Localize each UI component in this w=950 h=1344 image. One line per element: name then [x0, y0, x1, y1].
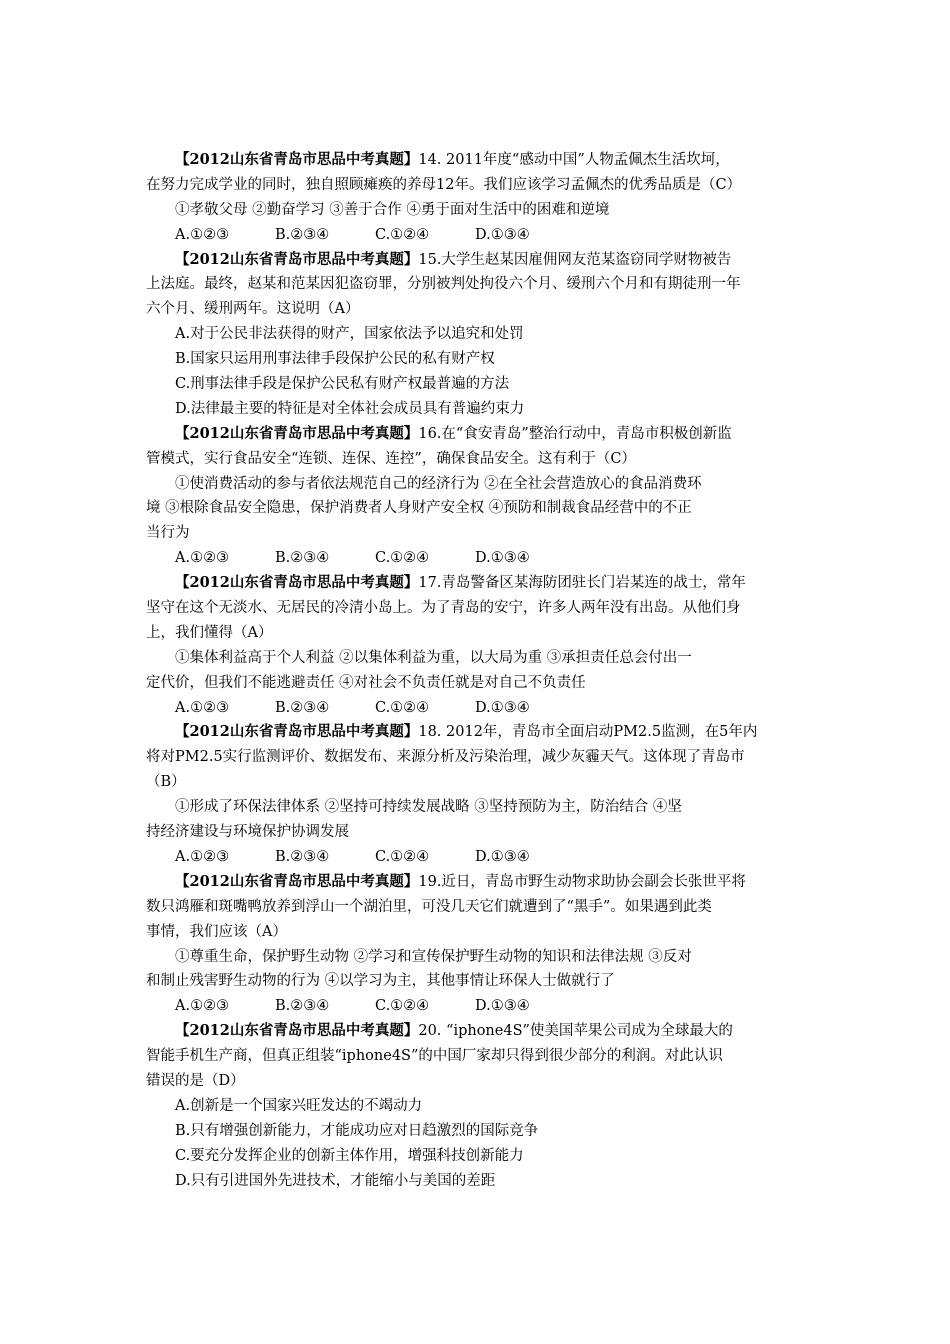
question-text: 智能手机生产商，但真正组装“iphone4S”的中国厂家却只得到很少部分的利润。对此认识 [146, 1048, 723, 1065]
question-tag: 【2012山东省青岛市思品中考真题】 [175, 250, 419, 268]
question-text: 数只鸿雁和斑嘴鸭放养到浮山一个湖泊里，可没几天它们就遭到了“黑手”。如果遇到此类 [146, 898, 712, 915]
statement-line: 定代价，但我们不能逃避责任 ④对社会不负责任就是对自己不负责任 [146, 674, 586, 691]
choice-b: B.②③④ [275, 998, 330, 1015]
choice-d: D.①③④ [475, 848, 530, 865]
question-first-line [146, 1019, 810, 1044]
question-text: 16.在“食安青岛”整治行动中，青岛市积极创新监 [418, 425, 732, 442]
choice-c: C.①②④ [375, 848, 430, 865]
question-text: 20. “iphone4S”使美国苹果公司成为全球最大的 [418, 1023, 733, 1040]
question-14 [146, 148, 810, 248]
question-first-line [146, 571, 810, 596]
question-first-line [146, 422, 810, 447]
question-text: 在努力完成学业的同时，独自照顾瘫痪的养母12年。我们应该学习孟佩杰的优秀品质是（C） [146, 176, 742, 193]
choice-c: C.①②④ [375, 998, 430, 1015]
question-16 [146, 422, 810, 571]
choices-row [146, 845, 810, 870]
question-first-line [146, 248, 810, 273]
choice-a: A.①②③ [175, 848, 230, 865]
option-b: B.只有增强创新能力，才能成功应对日趋激烈的国际竞争 [175, 1122, 539, 1139]
option-d: D.法律最主要的特征是对全体社会成员具有普遍约束力 [175, 400, 525, 417]
question-text: 管模式，实行食品安全“连锁、连保、连控”，确保食品安全。这有利于（C） [146, 450, 636, 467]
question-text: 17.青岛警备区某海防团驻长门岩某连的战士，常年 [418, 575, 746, 592]
question-text: （B） [146, 774, 186, 791]
question-text: 坚守在这个无淡水、无居民的冷清小岛上。为了青岛的安宁，许多人两年没有出岛。从他们身 [146, 600, 741, 617]
choices-row [146, 546, 810, 571]
choice-a: A.①②③ [175, 998, 230, 1015]
question-text: 错误的是（D） [146, 1072, 245, 1089]
statement-line: ①形成了环保法律体系 ②坚持可持续发展战略 ③坚持预防为主，防治结合 ④坚 [175, 799, 682, 816]
option-c: C.要充分发挥企业的创新主体作用，增强科技创新能力 [175, 1147, 524, 1164]
choice-c: C.①②④ [375, 550, 430, 567]
choice-d: D.①③④ [475, 998, 530, 1015]
statement-line: ①尊重生命，保护野生动物 ②学习和宣传保护野生动物的知识和法律法规 ③反对 [175, 948, 692, 965]
choice-b: B.②③④ [275, 550, 330, 567]
option-c: C.刑事法律手段是保护公民私有财产权最普遍的方法 [175, 376, 510, 393]
option-d: D.只有引进国外先进技术，才能缩小与美国的差距 [175, 1172, 496, 1189]
question-first-line [146, 720, 810, 745]
option-a: A.创新是一个国家兴旺发达的不竭动力 [175, 1097, 423, 1114]
question-tag: 【2012山东省青岛市思品中考真题】 [175, 872, 419, 890]
statement-line: 境 ③根除食品安全隐患，保护消费者人身财产安全权 ④预防和制裁食品经营中的不正 [146, 500, 692, 517]
choices-row [146, 223, 810, 248]
question-text: 将对PM2.5实行监测评价、数据发布、来源分析及污染治理，减少灰霾天气。这体现了青岛市 [146, 749, 745, 766]
question-text: 事情，我们应该（A） [146, 923, 287, 940]
statement-line: ①集体利益高于个人利益 ②以集体利益为重，以大局为重 ③承担责任总会付出一 [175, 649, 692, 666]
question-tag: 【2012山东省青岛市思品中考真题】 [175, 723, 419, 741]
choices-row [146, 696, 810, 721]
question-text: 19.近日，青岛市野生动物求助协会副会长张世平将 [418, 873, 746, 890]
choice-d: D.①③④ [475, 699, 530, 716]
choice-c: C.①②④ [375, 699, 430, 716]
statement-line: 和制止残害野生动物的行为 ④以学习为主，其他事情让环保人士做就行了 [146, 973, 615, 990]
question-tag: 【2012山东省青岛市思品中考真题】 [175, 574, 419, 592]
question-text: 六个月、缓刑两年。这说明（A） [146, 301, 360, 318]
statement-line: 持经济建设与环境保护协调发展 [146, 824, 349, 841]
statement-line: 当行为 [146, 525, 190, 542]
choice-b: B.②③④ [275, 226, 330, 243]
question-text: 18. 2012年，青岛市全面启动PM2.5监测，在5年内 [418, 724, 758, 741]
question-text: 上，我们懂得（A） [146, 624, 273, 641]
question-tag: 【2012山东省青岛市思品中考真题】 [175, 151, 419, 168]
choice-c: C.①②④ [375, 226, 430, 243]
exam-page [146, 148, 810, 1193]
choice-b: B.②③④ [275, 848, 330, 865]
question-text: 上法庭。最终，赵某和范某因犯盗窃罪，分别被判处拘役六个月、缓刑六个月和有期徒刑一年 [146, 276, 741, 293]
option-a: A.对于公民非法获得的财产，国家依法予以追究和处罚 [175, 326, 524, 343]
question-20 [146, 1019, 810, 1193]
choice-a: A.①②③ [175, 550, 230, 567]
choice-b: B.②③④ [275, 699, 330, 716]
question-text: 15.大学生赵某因雇佣网友范某盗窃同学财物被告 [418, 251, 732, 268]
question-text: 14. 2011年度“感动中国”人物孟佩杰生活坎坷， [418, 152, 730, 168]
option-b: B.国家只运用刑事法律手段保护公民的私有财产权 [175, 351, 495, 368]
question-first-line [146, 148, 810, 173]
question-15 [146, 248, 810, 422]
question-17 [146, 571, 810, 720]
question-19 [146, 870, 810, 1019]
choice-a: A.①②③ [175, 226, 230, 243]
question-tag: 【2012山东省青岛市思品中考真题】 [175, 424, 419, 442]
choice-a: A.①②③ [175, 699, 230, 716]
choices-row [146, 994, 810, 1019]
question-tag: 【2012山东省青岛市思品中考真题】 [175, 1022, 419, 1040]
choice-d: D.①③④ [475, 226, 530, 243]
question-18 [146, 720, 810, 869]
question-first-line [146, 870, 810, 895]
statement-line: ①孝敬父母 ②勤奋学习 ③善于合作 ④勇于面对生活中的困难和逆境 [175, 201, 610, 218]
choice-d: D.①③④ [475, 550, 530, 567]
statement-line: ①使消费活动的参与者依法规范自己的经济行为 ②在全社会营造放心的食品消费环 [175, 475, 702, 492]
